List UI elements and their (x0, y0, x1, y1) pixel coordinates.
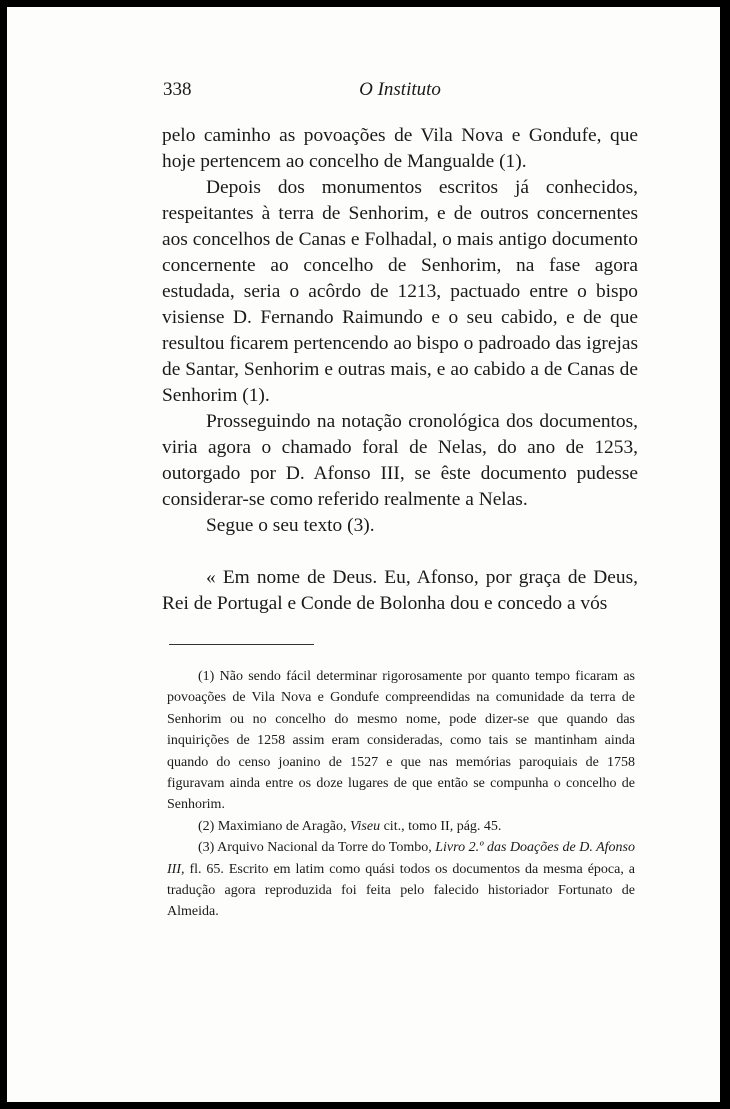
paragraph-3: Prosseguindo na notação cronológica dos documentos, viria agora o chamado foral de Nelas, do ano de 1253, outorgado por D. Afonso III, se êste documento pudesse considerar-se como referido realmente a Nelas. (162, 411, 638, 510)
paragraph-2-text: Depois dos monumentos escritos já conhecidos, respeitantes à terra de Senhorim, e de outros concernentes aos concelhos de Canas e Folhadal, o mais antigo documento concernente ao concelho de Senhorim, na fase agora estudada, seria o acôrdo de 1213, pactuado entre o bispo visiense D. Fernando Raimundo e o seu cabido, e de que resultou ficarem pertencendo ao bispo o padroado das igrejas de Santar, Senhorim e outras mais, e ao cabido a de Canas de Senhorim (162, 177, 638, 406)
paragraph-4-text: Segue o seu texto (206, 515, 343, 536)
footnote-2 (167, 816, 635, 837)
page-number: 338 (163, 79, 192, 100)
footnote-2-title: Viseu (350, 818, 381, 834)
paragraph-5: « Em nome de Deus. Eu, Afonso, por graça de Deus, Rei de Portugal e Conde de Bolonha dou e concedo a vós (162, 567, 638, 614)
journal-title: O Instituto (359, 79, 441, 100)
paragraph-4 (162, 513, 638, 539)
footnote-3-text-a: (3) Arquivo Nacional da Torre do Tombo, (198, 840, 432, 856)
footnote-1: (1) Não sendo fácil determinar rigorosamente por quanto tempo ficaram as povoações de Vila Nova e Gondufe compreendidas na comunidade da terra de Senhorim ou no concelho do mesmo nome, pode dizer-se que quando das inquirições de 1258 assim eram consideradas, como tais se mantinham ainda quando do censo joanino de 1527 e que nas memórias paroquiais de 1758 figuravam ainda entre os doze lugares de que então se compunha o concelho de Senhorim. (167, 669, 635, 813)
footnote-ref-3: (3) (347, 515, 370, 536)
footnote-3-text-b: fl. 65. Escrito em latim como quási todos os documentos da mesma época, a tradução agora reproduzida foi feita pelo falecido historiador Fortunato de Almeida. (167, 861, 636, 920)
footnotes (167, 666, 635, 923)
paragraph-1-text: pelo caminho as povoações de Vila Nova e Gondufe, que hoje pertencem ao concelho de Mangualde (162, 125, 638, 172)
paragraph-1 (162, 123, 638, 175)
running-head (163, 79, 637, 105)
footnote-2-text-a: (2) Maximiano de Aragão, (198, 818, 347, 834)
document-page (7, 7, 720, 1102)
paragraph-1-end: . (521, 151, 527, 172)
footnote-2-text-b: cit., tomo II, pág. 45. (383, 818, 502, 834)
footnote-3 (167, 837, 635, 923)
paragraph-gap (162, 539, 638, 565)
paragraph-2-end: . (264, 385, 270, 406)
footnote-3-title: Livro 2.º das Doações de D. Afonso III, (167, 840, 635, 877)
paragraph-4-end: . (369, 515, 375, 536)
footnote-ref-2: (1) (242, 385, 265, 406)
footnote-ref-1: (1) (499, 151, 522, 172)
footnote-divider (169, 644, 314, 645)
paragraph-2 (162, 175, 638, 409)
body-text (162, 123, 638, 617)
